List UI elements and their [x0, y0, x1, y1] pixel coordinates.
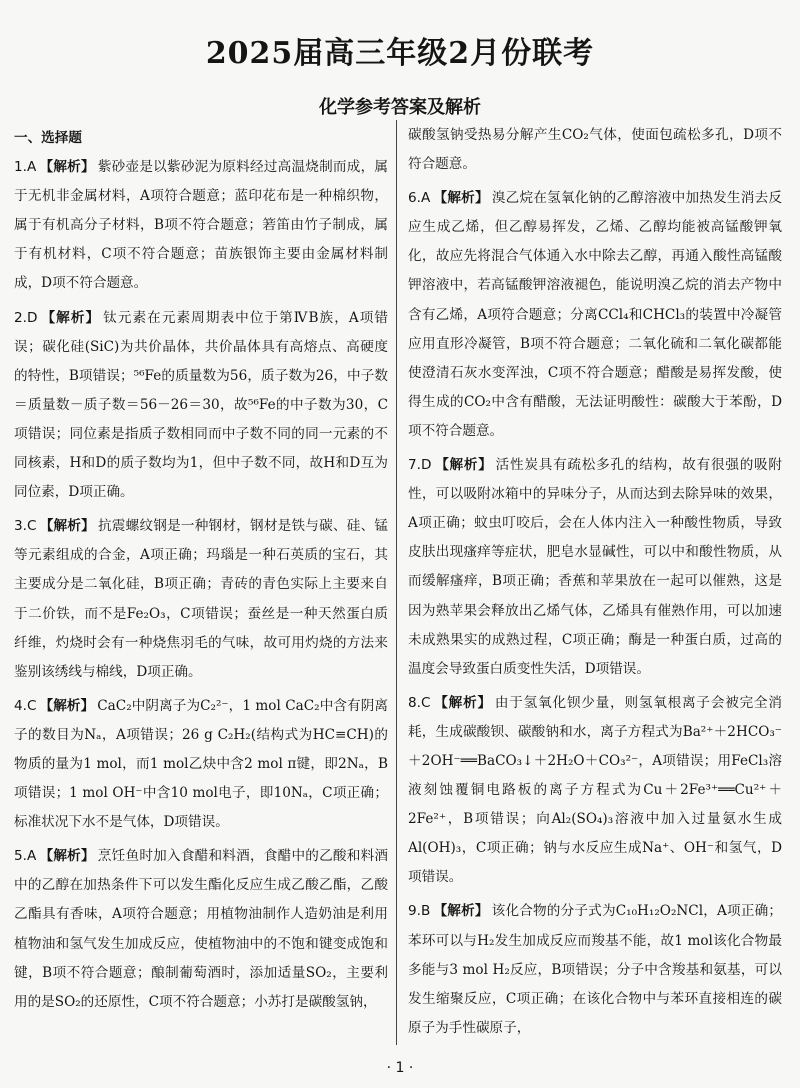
page-title: 2025届高三年级2月份联考: [205, 36, 595, 71]
analysis-text: 抗震螺纹钢是一种钢材，钢材是铁与碳、硅、锰等元素组成的合金，A项正确；玛瑙是一种石英质的宝石，其主要成分是二氧化硅，B项正确；青砖的青色实际上主要来自于二价铁，而不是Fe₂O₃，C项错误；蚕丝是一种天然蛋白质纤维，灼烧时会有一种烧焦羽毛的气味，故可用灼烧的方法来鉴别该绣线与棉线，D项正确。: [14, 518, 389, 680]
left-column: [14, 124, 388, 1022]
page-subtitle: 化学参考答案及解析: [319, 97, 481, 118]
right-answer-list: [408, 184, 782, 1043]
analysis-text: CaC₂中阴离子为C₂²⁻，1 mol CaC₂中含有阴离子的数目为Nₐ，A项错误；26 g C₂H₂(结构式为HC≡CH)的物质的量为1 mol，而1 mol乙炔中含2 mol π键，即2Nₐ，B项错误；1 mol OH⁻中含10 mol电子，即10Nₐ，C项正确；标准状况下水不是气体，D项错误。: [14, 697, 389, 831]
answer-number: 2.D: [14, 309, 38, 326]
answer-number: 7.D: [408, 457, 432, 474]
right-column: [408, 121, 782, 1048]
answer-item: [14, 842, 388, 1017]
answer-item: [14, 153, 388, 298]
answer-item: [14, 304, 388, 508]
analysis-tag: 【解析】: [39, 159, 95, 176]
answer-number: 6.A: [408, 190, 431, 207]
answer-number: 4.C: [14, 697, 37, 714]
section-heading: 一、选择题: [14, 130, 82, 146]
analysis-tag: 【解析】: [39, 697, 95, 714]
analysis-text: 烹饪鱼时加入食醋和料酒，食醋中的乙酸和料酒中的乙醇在加热条件下可以发生酯化反应生成乙酸乙酯，乙酸乙酯具有香味，A项符合题意；用植物油制作人造奶油是利用植物油和氢气发生加成反应，使植物油中的不饱和键变成饱和键，B项不符合题意；酿制葡萄酒时，添加适量SO₂，主要利用的是SO₂的还原性，C项不符合题意；小苏打是碳酸氢钠，: [14, 848, 389, 1010]
analysis-tag: 【解析】: [433, 903, 489, 920]
answer-item: [14, 512, 388, 687]
column-divider: [396, 120, 397, 1045]
analysis-tag: 【解析】: [39, 848, 95, 865]
analysis-tag: 【解析】: [434, 457, 493, 474]
answer-item: [408, 689, 782, 893]
continuation-text: 碳酸氢钠受热易分解产生CO₂气体，使面包疏松多孔，D项不符合题意。: [408, 127, 782, 173]
analysis-tag: 【解析】: [433, 694, 492, 711]
answer-item: [14, 692, 388, 837]
answer-number: 8.C: [408, 694, 431, 711]
page-number: · 1 ·: [386, 1060, 414, 1076]
answer-item: [408, 897, 782, 1042]
answer-number: 9.B: [408, 903, 431, 920]
analysis-text: 钛元素在元素周期表中位于第ⅣB族，A项错误；碳化硅(SiC)为共价晶体，共价晶体具有高熔点、高硬度的特性，B项错误；⁵⁶Fe的质量数为56，质子数为26，中子数＝质量数－质子数＝56－26＝30，故⁵⁶Fe的中子数为30，C项错误；同位素是指质子数相同而中子数不同的同一元素的不同核素，H和D的质子数均为1，但中子数不同，故H和D互为同位素，D项正确。: [14, 309, 388, 501]
answer-item: [408, 451, 782, 684]
analysis-tag: 【解析】: [433, 190, 489, 207]
answer-number: 1.A: [14, 159, 37, 176]
analysis-tag: 【解析】: [39, 518, 95, 535]
answer-item: [408, 184, 782, 446]
analysis-text: 紫砂壶是以紫砂泥为原料经过高温烧制而成，属于无机非金属材料，A项符合题意；蓝印花布是一种棉织物，属于有机高分子材料，B项不符合题意；箬笛由竹子制成，属于有机材料，C项不符合题意；苗族银饰主要由金属材料制成，D项不符合题意。: [14, 159, 389, 292]
left-answer-list: [14, 153, 388, 1017]
analysis-text: 该化合物的分子式为C₁₀H₁₂O₂NCl，A项正确；苯环可以与H₂发生加成反应而羧基不能，故1 mol该化合物最多能与3 mol H₂反应，B项错误；分子中含羧基和氨基，可以发生缩聚反应，C项正确；在该化合物中与苯环直接相连的碳原子为手性碳原子，: [408, 903, 783, 1036]
answer-number: 3.C: [14, 518, 37, 535]
analysis-text: 由于氢氧化钡少量，则氢氧根离子会被完全消耗，生成碳酸钡、碳酸钠和水，离子方程式为Ba²⁺＋2HCO₃⁻＋2OH⁻══BaCO₃↓＋2H₂O＋CO₃²⁻，A项错误；用FeCl₃溶液刻蚀覆铜电路板的离子方程式为Cu＋2Fe³⁺══Cu²⁺＋2Fe²⁺，B项错误；向Al₂(SO₄)₃溶液中加入过量氨水生成Al(OH)₃，C项正确；钠与水反应生成Na⁺、OH⁻和氢气，D项错误。: [408, 694, 783, 886]
analysis-text: 溴乙烷在氢氧化钠的乙醇溶液中加热发生消去反应生成乙烯，但乙醇易挥发，乙烯、乙醇均能被高锰酸钾氧化，故应先将混合气体通入水中除去乙醇，再通入酸性高锰酸钾溶液中，若高锰酸钾溶液褪色，能说明溴乙烷的消去产物中含有乙烯，A项符合题意；分离CCl₄和CHCl₃的装置中冷凝管应用直形冷凝管，B项不符合题意；二氧化硫和二氧化碳都能使澄清石灰水变浑浊，C项不符合题意；醋酸是易挥发酸，使得生成的CO₂中含有醋酸，无法证明酸性：碳酸大于苯酚，D项不符合题意。: [408, 190, 783, 439]
analysis-text: 活性炭具有疏松多孔的结构，故有很强的吸附性，可以吸附冰箱中的异味分子，从而达到去除异味的效果，A项正确；蚊虫叮咬后，会在人体内注入一种酸性物质，导致皮肤出现瘙痒等症状，肥皂水显碱性，可以中和酸性物质，从而缓解瘙痒，B项正确；香蕉和苹果放在一起可以催熟，这是因为熟苹果会释放出乙烯气体，乙烯具有催熟作用，可以加速未成熟果实的成熟过程，C项正确；酶是一种蛋白质，过高的温度会导致蛋白质变性失活，D项错误。: [408, 457, 783, 677]
analysis-tag: 【解析】: [40, 309, 101, 326]
answer-number: 5.A: [14, 848, 37, 865]
